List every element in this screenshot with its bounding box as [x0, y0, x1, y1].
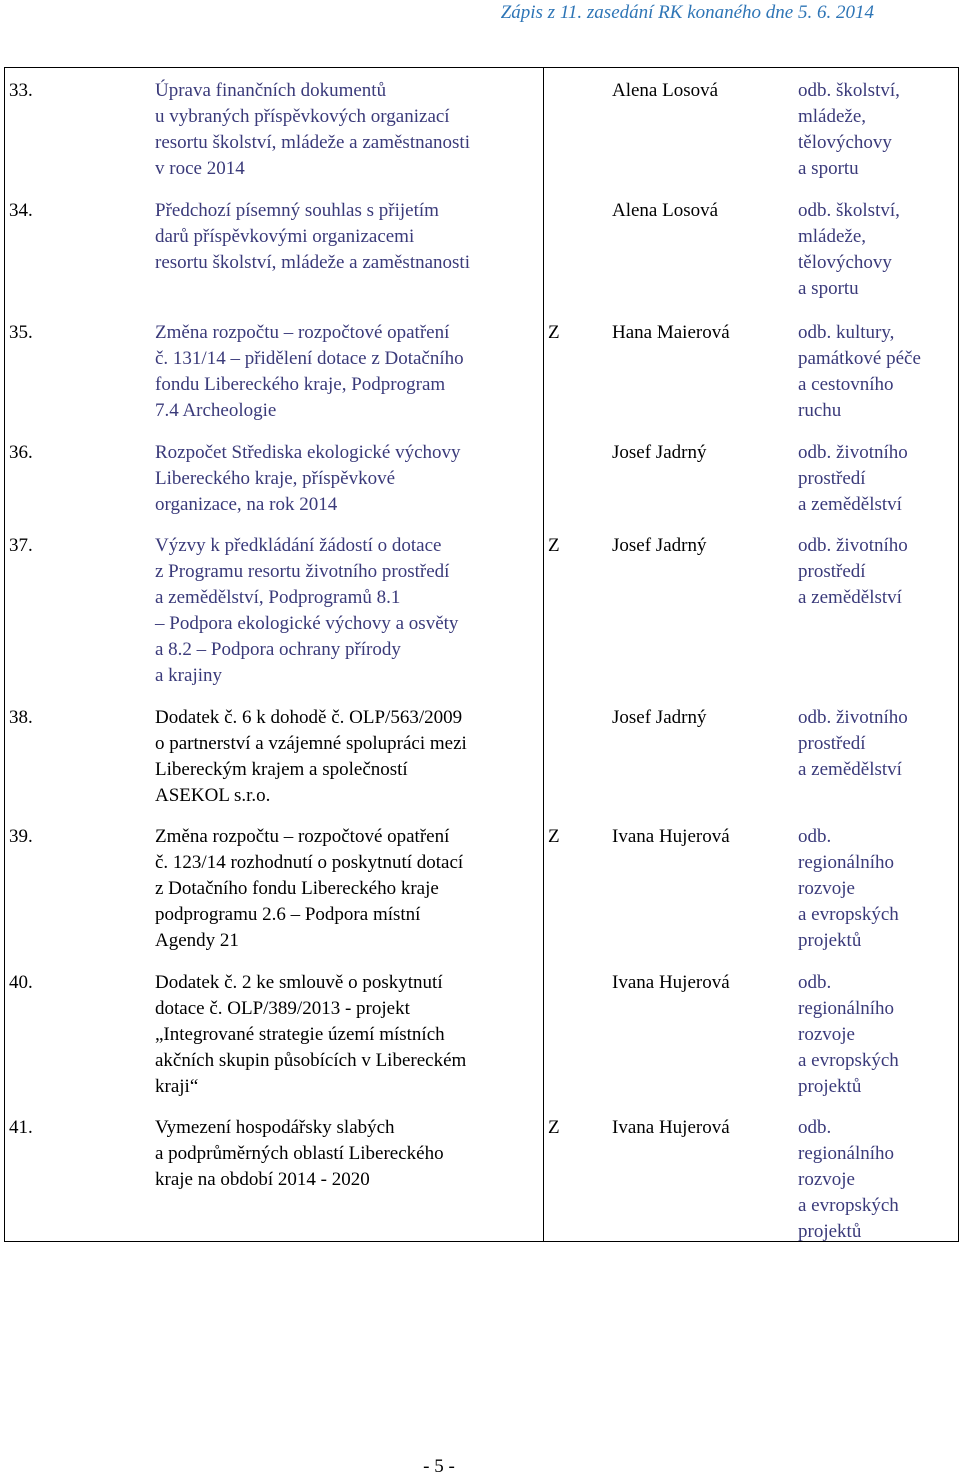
page-header: Zápis z 11. zasedání RK konaného dne 5. 6. 2014 — [500, 2, 874, 23]
agenda-item — [5, 430, 543, 523]
table-row — [5, 68, 959, 1242]
item-number: 34. — [9, 200, 33, 221]
item-title: Výzvy k předkládání žádostí o dotace z Programu resortu životního prostředí a zemědělství, Podprogramů 8.1 – Podpora ekologické výchovy a osvěty a 8.2 – Podpora ochrany přírody a krajiny — [155, 535, 459, 686]
agenda-table — [4, 67, 959, 1242]
department: odb. regionálního rozvoje a evropských projektů — [798, 1117, 899, 1242]
z-marker: Z — [548, 826, 560, 847]
item-number: 33. — [9, 80, 33, 101]
item-number: 38. — [9, 707, 33, 728]
agenda-item — [5, 523, 543, 695]
responsibility-entry — [544, 310, 958, 430]
item-title: Dodatek č. 2 ke smlouvě o poskytnutí dotace č. OLP/389/2013 - projekt „Integrované strategie území místních akčních skupin působících v Libereckém kraji“ — [155, 972, 467, 1097]
item-number: 37. — [9, 535, 33, 556]
department: odb. regionálního rozvoje a evropských projektů — [798, 972, 899, 1097]
agenda-item — [5, 960, 543, 1105]
item-title: Dodatek č. 6 k dohodě č. OLP/563/2009 o partnerství a vzájemné spolupráci mezi Libereckým krajem a společností ASEKOL s.r.o. — [155, 707, 467, 806]
department: odb. životního prostředí a zemědělství — [798, 707, 908, 780]
z-marker: Z — [548, 1117, 560, 1138]
item-number: 39. — [9, 826, 33, 847]
responsibility-column — [544, 68, 959, 1242]
page-number: - 5 - — [423, 1456, 455, 1477]
responsibility-entry — [544, 188, 958, 310]
agenda-item — [5, 695, 543, 814]
department: odb. školství, mládeže, tělovýchovy a sportu — [798, 80, 900, 179]
responsibility-entry — [544, 814, 958, 960]
z-marker: Z — [548, 535, 560, 556]
responsible-person: Ivana Hujerová — [612, 826, 730, 847]
items-column — [5, 68, 544, 1242]
item-number: 40. — [9, 972, 33, 993]
item-number: 35. — [9, 322, 33, 343]
department: odb. kultury, památkové péče a cestovního ruchu — [798, 322, 921, 421]
item-title: Úprava finančních dokumentů u vybraných příspěvkových organizací resortu školství, mládeže a zaměstnanosti v roce 2014 — [155, 80, 470, 179]
responsibility-entry — [544, 1105, 958, 1241]
department: odb. životního prostředí a zemědělství — [798, 535, 908, 608]
agenda-item — [5, 188, 543, 310]
responsible-person: Josef Jadrný — [612, 535, 707, 556]
item-title: Změna rozpočtu – rozpočtové opatření č. 123/14 rozhodnutí o poskytnutí dotací z Dotačního fondu Libereckého kraje podprogramu 2.6 – Podpora místní Agendy 21 — [155, 826, 464, 951]
agenda-item — [5, 1105, 543, 1241]
responsible-person: Josef Jadrný — [612, 442, 707, 463]
item-number: 36. — [9, 442, 33, 463]
item-title: Změna rozpočtu – rozpočtové opatření č. 131/14 – přidělení dotace z Dotačního fondu Libereckého kraje, Podprogram 7.4 Archeologie — [155, 322, 464, 421]
department: odb. školství, mládeže, tělovýchovy a sportu — [798, 200, 900, 299]
responsible-person: Hana Maierová — [612, 322, 730, 343]
z-marker: Z — [548, 322, 560, 343]
item-title: Rozpočet Střediska ekologické výchovy Libereckého kraje, příspěvkové organizace, na rok 2014 — [155, 442, 461, 515]
agenda-item — [5, 68, 543, 188]
responsibility-entry — [544, 430, 958, 523]
agenda-item — [5, 310, 543, 430]
responsible-person: Ivana Hujerová — [612, 1117, 730, 1138]
responsible-person: Josef Jadrný — [612, 707, 707, 728]
responsible-person: Ivana Hujerová — [612, 972, 730, 993]
item-title: Předchozí písemný souhlas s přijetím darů příspěvkovými organizacemi resortu školství, mládeže a zaměstnanosti — [155, 200, 470, 273]
responsible-person: Alena Losová — [612, 200, 719, 221]
responsibility-entry — [544, 695, 958, 814]
department: odb. životního prostředí a zemědělství — [798, 442, 908, 515]
responsibility-entry — [544, 68, 958, 188]
item-title: Vymezení hospodářsky slabých a podprůměrných oblastí Libereckého kraje na období 2014 - 2020 — [155, 1117, 444, 1190]
responsibility-entry — [544, 523, 958, 695]
agenda-item — [5, 814, 543, 960]
department: odb. regionálního rozvoje a evropských projektů — [798, 826, 899, 951]
responsibility-entry — [544, 960, 958, 1105]
responsible-person: Alena Losová — [612, 80, 719, 101]
item-number: 41. — [9, 1117, 33, 1138]
